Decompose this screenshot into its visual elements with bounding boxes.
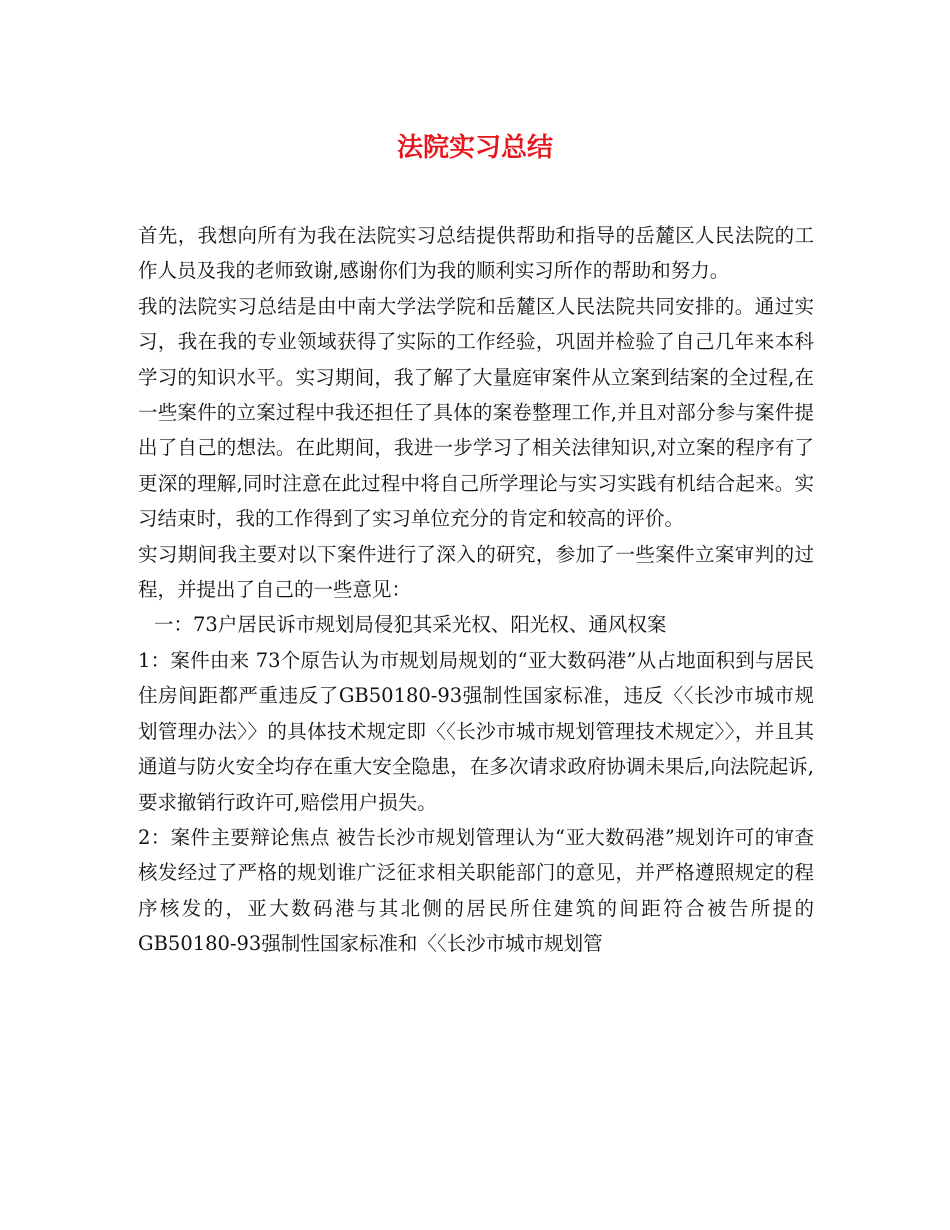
document-title: 法院实习总结 <box>396 133 553 163</box>
paragraph-cases-intro: 实习期间我主要对以下案件进行了深入的研究，参加了一些案件立案审判的过程，并提出了自己的一些意见： <box>138 542 814 602</box>
paragraph-case-debate: 2：案件主要辩论焦点 被告长沙市规划管理认为“亚大数码港”规划许可的审查核发经过了严格的规划谁广泛征求相关职能部门的意见，并严格遵照规定的程序核发的，亚大数码港与其北侧的居民所住建筑的间距符合被告所提的GB50180-93强制性国家标准和〈〈长沙市城市规划管 <box>138 825 814 956</box>
document-body <box>138 218 814 962</box>
case-heading: 一：73户居民诉市规划局侵犯其采光权、阳光权、通风权案 <box>154 613 667 637</box>
paragraph-internship-overview: 我的法院实习总结是由中南大学法学院和岳麓区人民法院共同安排的。通过实习，我在我的专业领域获得了实际的工作经验，巩固并检验了自己几年来本科学习的知识水平。实习期间，我了解了大量庭审案件从立案到结案的全过程,在一些案件的立案过程中我还担任了具体的案卷整理工作,并且对部分参与案件提出了自己的想法。在此期间，我进一步学习了相关法律知识,对立案的程序有了更深的理解,同时注意在此过程中将自己所学理论与实习实践有机结合起来。实习结束时，我的工作得到了实习单位充分的肯定和较高的评价。 <box>138 294 814 531</box>
paragraph-case-origin: 1：案件由来 73个原告认为市规划局规划的“亚大数码港”从占地面积到与居民住房间距都严重违反了GB50180-93强制性国家标准，违反〈〈长沙市城市规划管理办法〉〉的具体技术规定即〈〈长沙市城市规划管理技术规定〉〉，并且其通道与防火安全均存在重大安全隐患，在多次请求政府协调未果后,向法院起诉,要求撤销行政许可,赔偿用户损失。 <box>138 648 814 814</box>
paragraph-acknowledgement: 首先，我想向所有为我在法院实习总结提供帮助和指导的岳麓区人民法院的工作人员及我的老师致谢,感谢你们为我的顺利实习所作的帮助和努力。 <box>138 224 814 283</box>
